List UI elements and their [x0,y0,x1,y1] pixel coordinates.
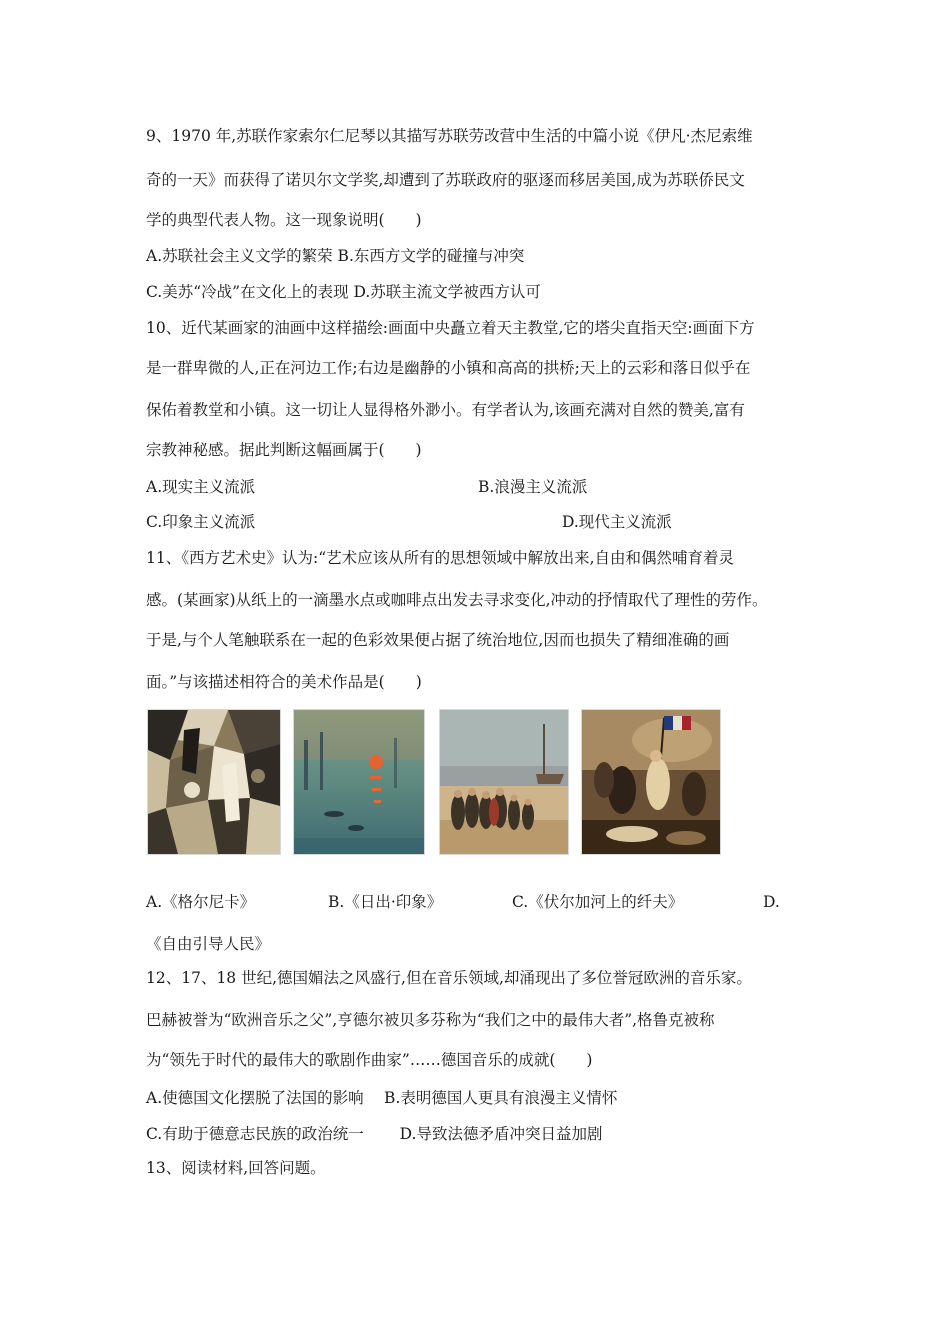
q11-line-1: 11、《西方艺术史》认为:“艺术应该从所有的思想领域中解放出来,自由和偶然哺育着灵 [146,549,735,567]
q10-line-3: 保佑着教堂和小镇。这一切让人显得格外渺小。有学者认为,该画充满对自然的赞美,富有 [146,401,745,419]
painting-barge-haulers-image [440,710,568,854]
painting-impression-sunrise-image [294,710,424,854]
q11-line-2: 感。(某画家)从纸上的一滴墨水点或咖啡点出发去寻求变化,冲动的抒情取代了理性的劳作。 [146,591,768,609]
q10-option-c: C.印象主义流派 [146,513,256,531]
q10-option-b: B.浪漫主义流派 [478,478,588,496]
q11-option-a: A.《格尔尼卡》 [146,893,256,911]
q12-line-1: 12、17、18 世纪,德国媚法之风盛行,但在音乐领域,却涌现出了多位誉冠欧洲的音乐家。 [146,969,752,987]
q11-option-d-continued: 《自由引导人民》 [146,935,271,953]
q11-option-b: B.《日出·印象》 [328,893,443,911]
q12-line-3: 为“领先于时代的最伟大的歌剧作曲家”……德国音乐的成就( ) [146,1051,593,1069]
q10-option-d: D.现代主义流派 [562,513,672,531]
q10-option-a: A.现实主义流派 [146,478,256,496]
q11-option-c: C.《伏尔加河上的纤夫》 [512,893,684,911]
q9-line-3: 学的典型代表人物。这一现象说明( ) [146,211,422,229]
q12-options-cd: C.有助于德意志民族的政治统一 D.导致法德矛盾冲突日益加剧 [146,1125,603,1143]
q11-option-d: D. [763,893,780,911]
q9-line-1: 9、1970 年,苏联作家索尔仁尼琴以其描写苏联劳改营中生活的中篇小说《伊凡·杰尼索维 [146,127,753,145]
painting-guernica-image [148,710,280,854]
q11-line-3: 于是,与个人笔触联系在一起的色彩效果便占据了统治地位,因而也损失了精细准确的画 [146,631,730,649]
q13-line-1: 13、阅读材料,回答问题。 [146,1159,326,1177]
q9-line-2: 奇的一天》而获得了诺贝尔文学奖,却遭到了苏联政府的驱逐而移居美国,成为苏联侨民文 [146,171,745,189]
q12-line-2: 巴赫被誉为“欧洲音乐之父”,亨德尔被贝多芬称为“我们之中的最伟大者”,格鲁克被称 [146,1011,715,1029]
q12-options-ab: A.使德国文化摆脱了法国的影响 B.表明德国人更具有浪漫主义情怀 [146,1089,618,1107]
q9-options-cd: C.美苏“冷战”在文化上的表现 D.苏联主流文学被西方认可 [146,283,541,301]
painting-liberty-leading-the-people-image [582,710,720,854]
q10-line-2: 是一群卑微的人,正在河边工作;右边是幽静的小镇和高高的拱桥;天上的云彩和落日似乎在 [146,359,751,377]
q10-line-1: 10、近代某画家的油画中这样描绘:画面中央矗立着天主教堂,它的塔尖直指天空:画面下方 [146,319,755,337]
q11-line-4: 面。”与该描述相符合的美术作品是( ) [146,673,422,691]
q10-line-4: 宗教神秘感。据此判断这幅画属于( ) [146,441,422,459]
q9-options-ab: A.苏联社会主义文学的繁荣 B.东西方文学的碰撞与冲突 [146,247,525,265]
